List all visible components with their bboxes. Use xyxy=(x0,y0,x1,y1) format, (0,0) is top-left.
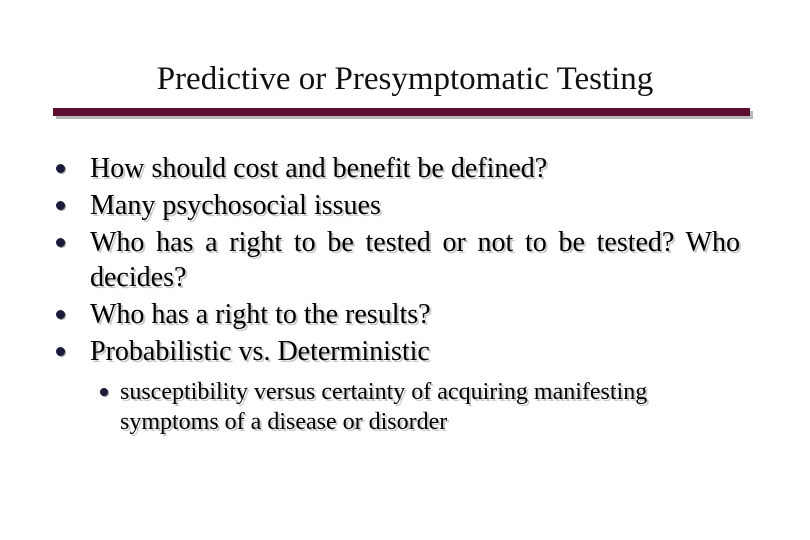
bullet-dot-icon xyxy=(56,347,65,356)
bullet-list xyxy=(50,151,740,439)
bullet-text: Who has a right to the results? xyxy=(90,299,431,330)
bullet-item xyxy=(50,225,740,295)
bullet-dot-icon xyxy=(56,238,65,247)
bullet-item xyxy=(50,334,740,437)
sub-bullet-text: susceptibility versus certainty of acquiring manifesting symptoms of a disease or disorder xyxy=(120,379,648,435)
bullet-item xyxy=(50,151,740,186)
bullet-dot-icon xyxy=(56,310,65,319)
bullet-dot-icon xyxy=(56,164,65,173)
bullet-text: Probabilistic vs. Deterministic xyxy=(90,336,430,367)
title-divider xyxy=(53,108,750,116)
bullet-dot-icon xyxy=(56,201,65,210)
slide-title: Predictive or Presymptomatic Testing xyxy=(156,61,654,97)
sub-bullet-dot-icon xyxy=(100,388,108,396)
bullet-item xyxy=(50,188,740,223)
bullet-text: Who has a right to be tested or not to be tested? Who decides? xyxy=(90,227,740,293)
bullet-text: How should cost and benefit be defined? xyxy=(90,153,548,184)
bullet-item xyxy=(50,297,740,332)
bullet-text: Many psychosocial issues xyxy=(90,190,381,221)
sub-bullet-list xyxy=(90,377,740,437)
sub-bullet-item xyxy=(90,377,740,437)
